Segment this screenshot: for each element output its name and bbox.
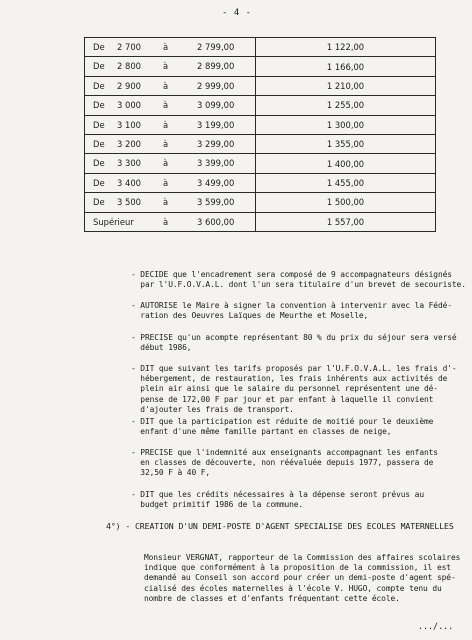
decision-encadrement: - DECIDE que l'encadrement sera composé de 9 accompagnateurs désignés par l'U.F.O.V.A.L. dont l'un sera titulaire d'un brevet de secouriste. [131, 270, 466, 290]
range-cell [85, 212, 256, 231]
range-from: 3 500 [117, 197, 141, 208]
range-from: 3 300 [117, 158, 141, 169]
range-separator: à [163, 158, 169, 169]
range-label: De [93, 61, 105, 72]
range-to: 2 799,00 [197, 42, 235, 52]
range-cell [85, 154, 256, 173]
decision-participation: - DIT que la participation est réduite de moitié pour le deuxième enfant d'une même famille partant en classes de neige, [131, 417, 434, 437]
range-to: 3 199,00 [197, 119, 235, 130]
table-row [85, 115, 436, 134]
table-row [85, 212, 436, 231]
amount-cell: 1 166,00 [256, 57, 436, 76]
range-to: 3 600,00 [197, 216, 235, 227]
section-heading: 4°) - CREATION D'UN DEMI-POSTE D'AGENT SPECIALISE DES ECOLES MATERNELLES [106, 521, 454, 531]
range-to: 3 499,00 [197, 177, 235, 188]
range-separator: à [163, 119, 169, 130]
range-separator: à [163, 61, 169, 72]
range-to: 3 299,00 [197, 138, 235, 149]
amount-cell: 1 355,00 [256, 134, 436, 153]
range-separator: à [163, 100, 169, 111]
table-row [85, 57, 436, 76]
range-cell [85, 57, 256, 76]
range-label: De [93, 119, 105, 130]
table-row [85, 76, 436, 95]
range-from: 3 100 [117, 119, 141, 130]
decision-indemnite: - PRECISE que l'indemnité aux enseignants accompagnant les enfants en classes de découverte, non réévaluée depuis 1977, passera de 32,50 F à 40 F, [131, 448, 438, 478]
table-row [85, 96, 436, 115]
range-from: 3 000 [117, 100, 141, 111]
range-to: 3 099,00 [197, 100, 235, 111]
range-from: 2 700 [117, 42, 141, 52]
range-to: 2 999,00 [197, 80, 235, 91]
decision-tarifs: - DIT que suivant les tarifs proposés par l'U.F.O.V.A.L. les frais d'- hébergement, de restauration, les frais inhérents aux activités de plein air ainsi que le salaire du personnel représentent une dé- pense de 172,00 F par jour et par enfant à laquelle il convient d'ajouter les frais de transport. [131, 364, 457, 414]
body-paragraph: Monsieur VERGNAT, rapporteur de la Commission des affaires scolaires indique que conformément à la proposition de la commission, il est demandé au Conseil son accord pour créer un demi-poste d'agent spé- cialisé des écoles maternelles à l'école V. HUGO, compte tenu du nombre de classes et d'enfants fréquentant cette école. [144, 553, 461, 603]
range-label: De [93, 80, 105, 91]
amount-cell: 1 210,00 [256, 76, 436, 95]
range-to: 2 899,00 [197, 61, 235, 72]
table-row [85, 154, 436, 173]
range-separator: à [163, 197, 169, 208]
amount-cell: 1 455,00 [256, 173, 436, 192]
decision-acompte: - PRECISE qu'un acompte représentant 80 % du prix du séjour sera versé début 1986, [131, 333, 457, 353]
range-cell [85, 96, 256, 115]
range-label: De [93, 138, 105, 149]
amount-cell: 1 400,00 [256, 154, 436, 173]
range-separator: à [163, 177, 169, 188]
range-label: De [93, 197, 105, 208]
range-cell [85, 193, 256, 212]
range-from: 3 200 [117, 138, 141, 149]
amount-cell: 1 557,00 [256, 212, 436, 231]
range-separator: à [163, 42, 169, 52]
amount-cell: 1 122,00 [256, 38, 436, 57]
range-to: 3 399,00 [197, 158, 235, 169]
range-cell [85, 173, 256, 192]
range-cell [85, 38, 256, 57]
table-row [85, 134, 436, 153]
range-cell [85, 134, 256, 153]
table-row [85, 193, 436, 212]
table-row [85, 173, 436, 192]
decision-autorise: - AUTORISE le Maire à signer la convention à intervenir avec la Fédé- ration des Oeuvres Laïques de Meurthe et Moselle, [131, 301, 452, 321]
range-label: Supérieur [93, 216, 134, 227]
range-from: 3 400 [117, 177, 141, 188]
range-separator: à [163, 138, 169, 149]
table-row [85, 38, 436, 57]
range-from: 2 800 [117, 61, 141, 72]
amount-cell: 1 255,00 [256, 96, 436, 115]
range-from: 2 900 [117, 80, 141, 91]
decision-credits: - DIT que les crédits nécessaires à la dépense seront prévus au budget primitif 1986 de la commune. [131, 490, 424, 510]
range-cell [85, 115, 256, 134]
amount-cell: 1 300,00 [256, 115, 436, 134]
range-label: De [93, 42, 105, 52]
range-separator: à [163, 80, 169, 91]
range-to: 3 599,00 [197, 197, 235, 208]
continuation-marker: .../... [418, 622, 454, 632]
range-separator: à [163, 216, 169, 227]
tariff-table [84, 37, 436, 232]
range-label: De [93, 177, 105, 188]
amount-cell: 1 500,00 [256, 193, 436, 212]
range-label: De [93, 158, 105, 169]
range-label: De [93, 100, 105, 111]
range-cell [85, 76, 256, 95]
page-number: - 4 - [222, 8, 252, 18]
